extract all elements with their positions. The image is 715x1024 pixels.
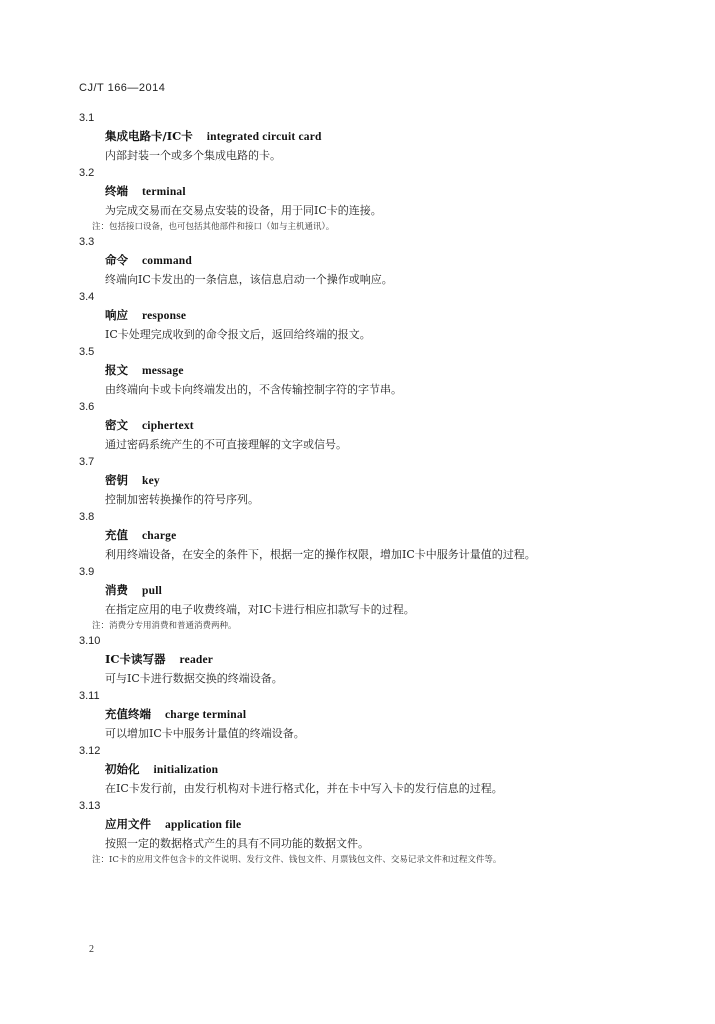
- term-entry: [0, 344, 715, 399]
- term-definition: IC卡处理完成收到的命令报文后，返回给终端的报文。: [105, 328, 371, 341]
- term-note: 注：消费分专用消费和普通消费两种。: [92, 621, 237, 631]
- term-chinese: 充值: [105, 528, 128, 542]
- term-chinese: 终端: [105, 184, 128, 198]
- term-english: application file: [165, 819, 242, 831]
- term-entry: [0, 454, 715, 509]
- term-english: charge: [142, 530, 177, 542]
- term-title: [105, 305, 715, 325]
- term-title: [105, 181, 715, 201]
- term-english: message: [142, 365, 184, 377]
- term-note: 注：IC卡的应用文件包含卡的文件说明、发行文件、钱包文件、月票钱包文件、交易记录文件和过程文件等。: [92, 855, 502, 865]
- term-definition: 内部封装一个或多个集成电路的卡。: [105, 149, 281, 162]
- term-chinese: 密钥: [105, 473, 128, 487]
- term-definition: 利用终端设备，在安全的条件下，根据一定的操作权限，增加IC卡中服务计量值的过程。: [105, 548, 536, 561]
- term-definition: 终端向IC卡发出的一条信息，该信息启动一个操作或响应。: [105, 273, 393, 286]
- term-definition: 可与IC卡进行数据交换的终端设备。: [105, 672, 283, 685]
- terms-list: [0, 110, 715, 867]
- term-entry: [0, 165, 715, 234]
- term-title: [105, 759, 715, 779]
- term-title: [105, 360, 715, 380]
- term-definition: 控制加密转换操作的符号序列。: [105, 493, 259, 506]
- term-number: 3.2: [79, 167, 95, 179]
- term-entry: [0, 509, 715, 564]
- term-entry: [0, 688, 715, 743]
- term-chinese: 密文: [105, 418, 128, 432]
- term-chinese: 命令: [105, 253, 128, 267]
- term-definition: 在IC卡发行前，由发行机构对卡进行格式化，并在卡中写入卡的发行信息的过程。: [105, 782, 503, 795]
- term-english: ciphertext: [142, 420, 194, 432]
- term-english: initialization: [153, 764, 219, 776]
- term-chinese: IC卡读写器: [105, 652, 166, 666]
- term-title: [105, 126, 715, 146]
- term-definition: 通过密码系统产生的不可直接理解的文字或信号。: [105, 438, 347, 451]
- term-title: [105, 649, 715, 669]
- term-entry: [0, 564, 715, 633]
- term-number: 3.5: [79, 346, 95, 358]
- term-english: command: [142, 255, 192, 267]
- document-code: CJ/T 166—2014: [79, 82, 166, 94]
- term-number: 3.9: [79, 566, 95, 578]
- term-definition: 在指定应用的电子收费终端，对IC卡进行相应扣款写卡的过程。: [105, 603, 415, 616]
- term-english: pull: [142, 585, 162, 597]
- term-number: 3.7: [79, 456, 95, 468]
- term-definition: 由终端向卡或卡向终端发出的，不含传输控制字符的字节串。: [105, 383, 402, 396]
- term-number: 3.8: [79, 511, 95, 523]
- term-chinese: 响应: [105, 308, 128, 322]
- term-entry: [0, 110, 715, 165]
- term-entry: [0, 743, 715, 798]
- term-definition: 为完成交易而在交易点安装的设备，用于同IC卡的连接。: [105, 204, 382, 217]
- term-number: 3.10: [79, 635, 101, 647]
- term-title: [105, 580, 715, 600]
- term-number: 3.12: [79, 745, 101, 757]
- term-title: [105, 525, 715, 545]
- term-english: reader: [179, 654, 214, 666]
- term-number: 3.6: [79, 401, 95, 413]
- term-number: 3.4: [79, 291, 95, 303]
- term-number: 3.13: [79, 800, 101, 812]
- term-entry: [0, 289, 715, 344]
- term-entry: [0, 633, 715, 688]
- term-title: [105, 470, 715, 490]
- term-chinese: 消费: [105, 583, 128, 597]
- term-english: terminal: [142, 186, 186, 198]
- term-number: 3.1: [79, 112, 95, 124]
- term-chinese: 集成电路卡/IC卡: [105, 129, 193, 143]
- term-number: 3.3: [79, 236, 95, 248]
- term-title: [105, 814, 715, 834]
- term-title: [105, 250, 715, 270]
- term-entry: [0, 399, 715, 454]
- term-chinese: 报文: [105, 363, 128, 377]
- term-number: 3.11: [79, 690, 100, 702]
- term-definition: 按照一定的数据格式产生的具有不同功能的数据文件。: [105, 837, 369, 850]
- page-number: 2: [89, 944, 94, 955]
- term-note: 注：包括接口设备，也可包括其他部件和接口（如与主机通讯）。: [92, 222, 335, 232]
- term-english: charge terminal: [165, 709, 247, 721]
- term-chinese: 应用文件: [105, 817, 151, 831]
- term-entry: [0, 234, 715, 289]
- term-chinese: 初始化: [105, 762, 140, 776]
- term-definition: 可以增加IC卡中服务计量值的终端设备。: [105, 727, 305, 740]
- term-title: [105, 704, 715, 724]
- term-title: [105, 415, 715, 435]
- term-english: key: [142, 475, 160, 487]
- term-chinese: 充值终端: [105, 707, 151, 721]
- term-entry: [0, 798, 715, 867]
- term-english: response: [142, 310, 187, 322]
- term-english: integrated circuit card: [206, 131, 322, 143]
